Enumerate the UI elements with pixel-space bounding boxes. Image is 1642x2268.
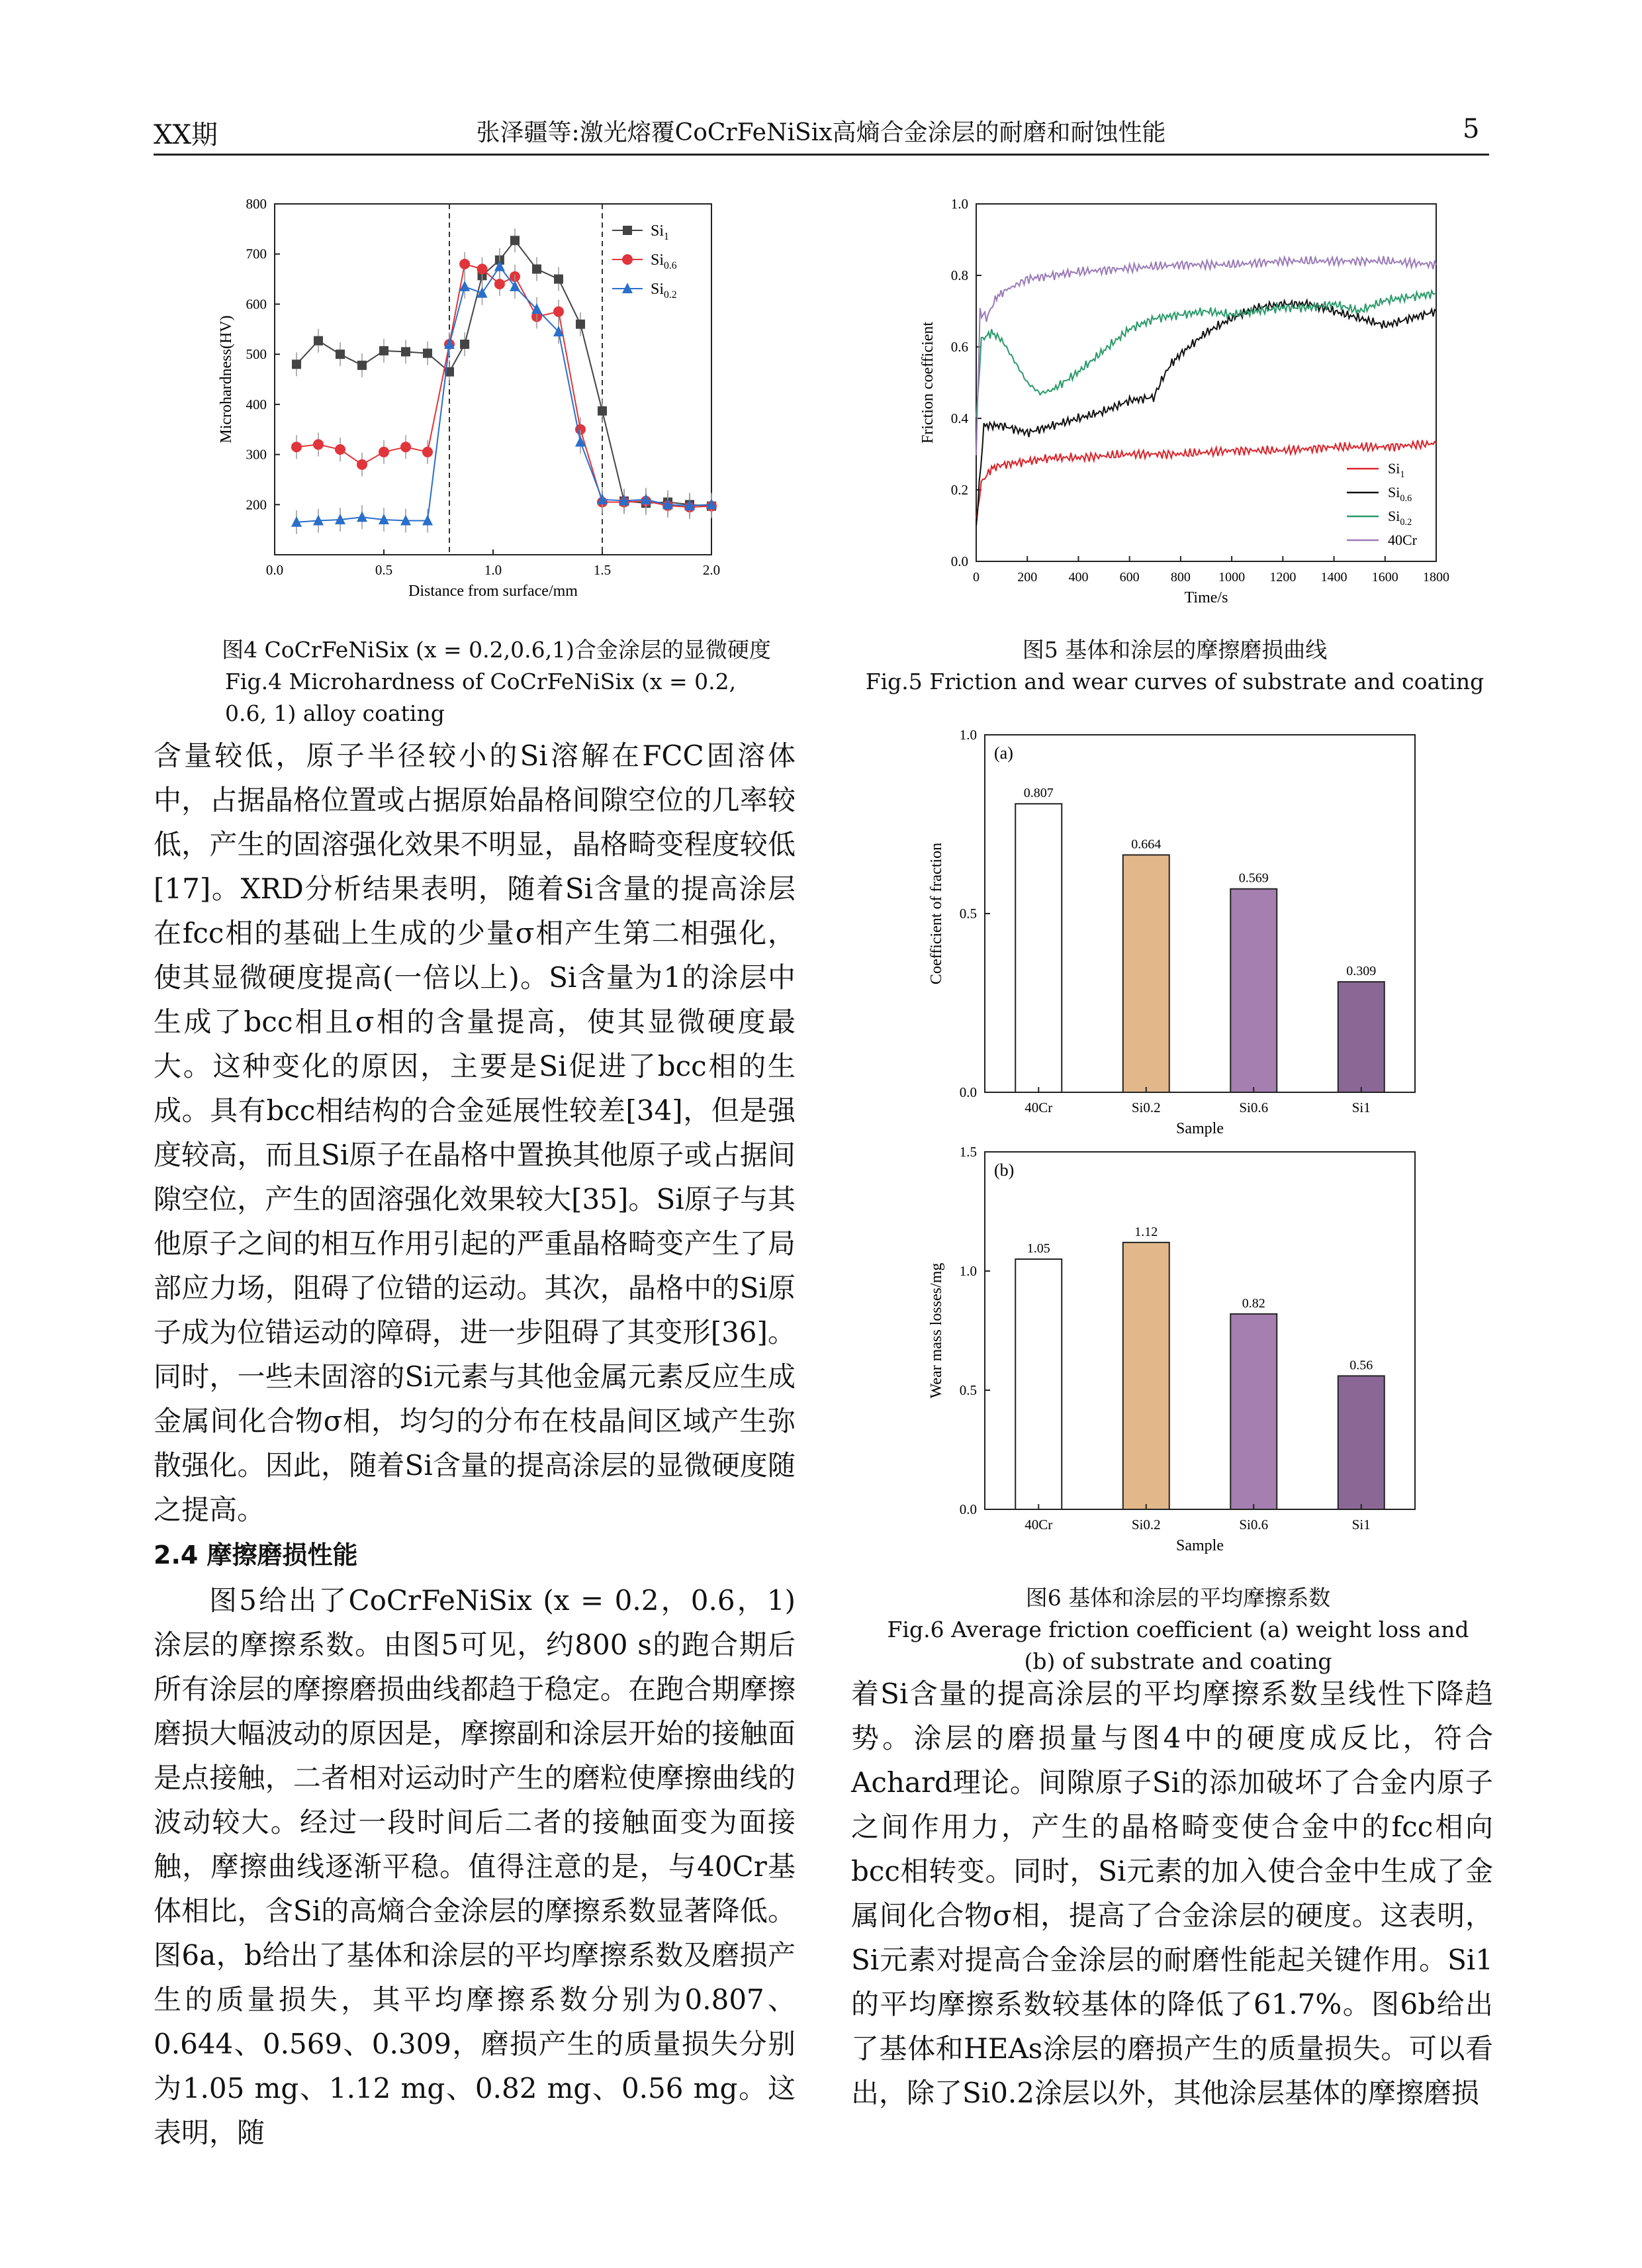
data-point [357,511,367,522]
x-axis-label: Distance from surface/mm [408,583,578,600]
y-axis-label: Friction coefficient [919,321,936,444]
data-point [314,336,323,346]
y-tick-label: 700 [246,246,267,262]
data-point [554,275,563,284]
x-axis-label: Sample [1176,1537,1224,1554]
bar-value-label: 0.309 [1346,964,1377,979]
y-tick-label: 0.2 [950,482,968,498]
data-point [357,459,367,470]
y-tick-label: 1.0 [959,727,977,743]
bar-value-label: 0.664 [1131,837,1162,852]
x-tick-label: 0 [973,570,980,585]
y-axis-label: Microhardness(HV) [218,315,235,444]
data-point [598,406,607,416]
legend-label: $Si_{0.2}$ [651,281,677,301]
data-point [336,350,345,359]
legend-label: $Si_{0.6}$ [651,252,677,271]
right-paragraph-1: 着Si含量的提高涂层的平均摩擦系数呈线性下降趋势。涂层的磨损量与图4中的硬度成反比，符合Achard理论。间隙原子Si的添加破坏了合金内原子之间作用力，产生的晶格畸变使合金中的fcc相向bcc相转变。同时，Si元素的加入使合金中生成了金属间化合物σ相，提高了合金涂层的硬度。这表明，Si元素对提高合金涂层的耐磨性能起关键作用。Si1的平均摩擦系数较基体的降低了61.7%。图6b给出了基体和HEAs涂层的磨损产生的质量损失。可以看出，除了Si0.2涂层以外，其他涂层基体的摩擦磨损 [851,1677,1493,2109]
fig4-caption-en: Fig.4 Microhardness of CoCrFeNiSix (x = 0.2, 0.6, 1) alloy coating [225,669,737,726]
y-axis-label: Wear mass losses/mg [928,1262,945,1399]
y-tick-label: 0.5 [959,1382,977,1398]
page-number: 5 [1463,114,1480,144]
series-line [296,264,711,507]
left-paragraph-2: 图5给出了CoCrFeNiSix (x = 0.2，0.6，1)涂层的摩擦系数。由图5可见，约800 s的跑合期后所有涂层的摩擦磨损曲线都趋于稳定。在跑合期摩擦磨损大幅波动的原因是，摩擦副和涂层开始的接触面是点接触，二者相对运动时产生的磨粒使摩擦曲线的波动较大。经过一段时间后二者的接触面变为面接触，摩擦曲线逐渐平稳。值得注意的是，与40Cr基体相比，含Si的高熵合金涂层的摩擦系数显著降低。图6a，b给出了基体和涂层的平均摩擦系数及磨损产生的质量损失，其平均摩擦系数分别为0.807、0.644、0.569、0.309，磨损产生的质量损失分别为1.05 mg、1.12 mg、0.82 mg、0.56 mg。这表明，随 [154,1584,796,2149]
x-tick-label: 600 [1119,570,1140,585]
x-axis-label: Time/s [1184,589,1228,606]
y-tick-label: 1.0 [950,196,968,212]
data-point [422,447,433,457]
x-tick-label: 1800 [1423,570,1449,585]
data-point [494,279,505,289]
fig6-caption-en: Fig.6 Average friction coefficient (a) weight loss and (b) of substrate and coating [887,1617,1469,1674]
data-point [510,236,520,245]
x-tick-label: 0.0 [265,562,284,578]
bar [1123,855,1169,1092]
x-tick-label: 200 [1017,570,1038,585]
panel-label: (a) [994,743,1013,763]
y-tick-label: 0.8 [950,267,968,283]
x-tick-label: 0.5 [375,562,393,578]
x-tick-label: Si0.6 [1239,1100,1269,1115]
y-tick-label: 1.0 [959,1263,977,1279]
legend-label: $Si_1$ [651,222,669,242]
bar [1338,982,1385,1092]
x-tick-label: 1000 [1218,570,1246,585]
data-point [379,346,388,355]
x-tick-label: Si1 [1351,1517,1371,1533]
x-tick-label: 40Cr [1025,1100,1053,1115]
header-rule [154,154,1489,156]
data-point [553,307,564,317]
legend-label: $Si_{0.6}$ [1388,484,1412,504]
x-tick-label: 800 [1170,570,1191,585]
left-paragraph-1: 含量较低，原子半径较小的Si溶解在FCC固溶体中，占据晶格位置或占据原始晶格间隙空位的几率较低，产生的固溶强化效果不明显，晶格畸变程度较低[17]。XRD分析结果表明，随着Si含量的提高涂层在fcc相的基础上生成的少量σ相产生第二相强化，使其显微硬度提高(一倍以上)。Si含量为1的涂层中生成了bcc相且σ相的含量提高，使其显微硬度最大。这种变化的原因，主要是Si促进了bcc相的生成。具有bcc相结构的合金延展性较差[34]，但是强度较高，而且Si原子在晶格中置换其他原子或占据间隙空位，产生的固溶强化效果较大[35]。Si原子与其他原子之间的相互作用引起的严重晶格畸变产生了局部应力场，阻碍了位错的运动。其次，晶格中的Si原子成为位错运动的障碍，进一步阻碍了其变形[36]。同时，一些未固溶的Si元素与其他金属元素反应生成金属间化合物σ相，均匀的分布在枝晶间区域产生弥散强化。因此，随着Si含量的提高涂层的显微硬度随之提高。 [154,739,796,1526]
legend-label: $Si_{0.2}$ [1388,508,1412,528]
y-tick-label: 0.5 [959,906,977,921]
bar-value-label: 0.807 [1023,786,1054,801]
y-tick-label: 200 [246,496,267,513]
y-tick-label: 0.4 [950,410,968,426]
legend-marker [622,254,633,265]
data-point [379,447,389,457]
bar [1230,889,1277,1092]
x-tick-label: Si1 [1351,1100,1371,1115]
x-tick-label: 1600 [1371,570,1398,585]
plot-frame [976,204,1436,561]
x-tick-label: Si0.2 [1131,1100,1161,1115]
data-point [477,263,488,274]
fig5-caption-en: Fig.5 Friction and wear curves of substrate and coating [865,669,1484,694]
y-tick-label: 400 [246,396,267,412]
fig5-caption-cn: 图5 基体和涂层的摩擦磨损曲线 [1022,637,1328,663]
y-tick-label: 0.0 [950,553,968,569]
legend-label: $Si_1$ [1388,460,1405,480]
x-tick-label: 2.0 [702,562,721,578]
x-tick-label: 400 [1068,570,1089,585]
data-point [291,442,302,452]
y-tick-label: 300 [246,446,267,463]
running-title: 张泽疆等:激光熔覆CoCrFeNiSix高熵合金涂层的耐磨和耐蚀性能 [476,119,1166,146]
legend-marker [623,226,632,235]
data-point [313,439,324,449]
data-point [401,347,410,356]
x-tick-label: 1400 [1320,570,1347,585]
panel-label: (b) [994,1160,1015,1180]
series-line [296,267,711,522]
data-point [423,349,432,358]
bar-value-label: 0.56 [1349,1358,1373,1373]
y-tick-label: 800 [246,196,267,212]
y-tick-label: 0.0 [959,1501,977,1517]
y-tick-label: 500 [246,346,267,363]
x-tick-label: 1.0 [484,562,502,578]
y-tick-label: 0.0 [959,1084,977,1100]
x-tick-label: 1.5 [593,562,612,578]
data-point [335,444,345,455]
bar-value-label: 0.82 [1242,1296,1265,1311]
fig4-caption-cn: 图4 CoCrFeNiSix (x = 0.2,0.6,1)合金涂层的显微硬度 [222,637,771,663]
bar [1230,1314,1277,1509]
data-point [357,361,367,370]
data-point [292,359,301,369]
x-tick-label: Si0.2 [1131,1517,1161,1533]
x-tick-label: 1200 [1269,570,1297,585]
series-line [976,291,1436,417]
data-point [460,340,469,349]
bar [1015,804,1062,1092]
bar [1338,1376,1385,1509]
y-tick-label: 0.6 [950,339,968,355]
bar-value-label: 1.12 [1134,1224,1158,1239]
y-tick-label: 1.5 [959,1144,977,1160]
fig6-caption-cn: 图6 基体和涂层的平均摩擦系数 [1025,1585,1331,1611]
x-axis-label: Sample [1176,1120,1224,1137]
section-heading-2-4: 2.4 摩擦磨损性能 [154,1540,358,1570]
x-tick-label: Si0.6 [1239,1517,1269,1533]
series-line [976,440,1436,518]
fig6b-chart [907,1139,1436,1562]
data-point [576,320,585,329]
y-tick-label: 600 [246,296,267,312]
bar [1015,1259,1062,1509]
bar [1123,1243,1169,1509]
fig4-chart [199,192,741,629]
x-tick-label: 40Cr [1025,1517,1053,1533]
issue-label: XX期 [154,120,218,150]
fig5-chart [900,192,1456,629]
fig6a-chart [907,722,1436,1145]
y-axis-label: Coefficient of fraction [928,842,945,985]
data-point [459,259,470,269]
data-point [400,442,411,452]
bar-value-label: 1.05 [1026,1241,1050,1256]
bar-value-label: 0.569 [1238,871,1269,886]
data-point [532,264,541,273]
legend-label: 40Cr [1388,532,1417,548]
